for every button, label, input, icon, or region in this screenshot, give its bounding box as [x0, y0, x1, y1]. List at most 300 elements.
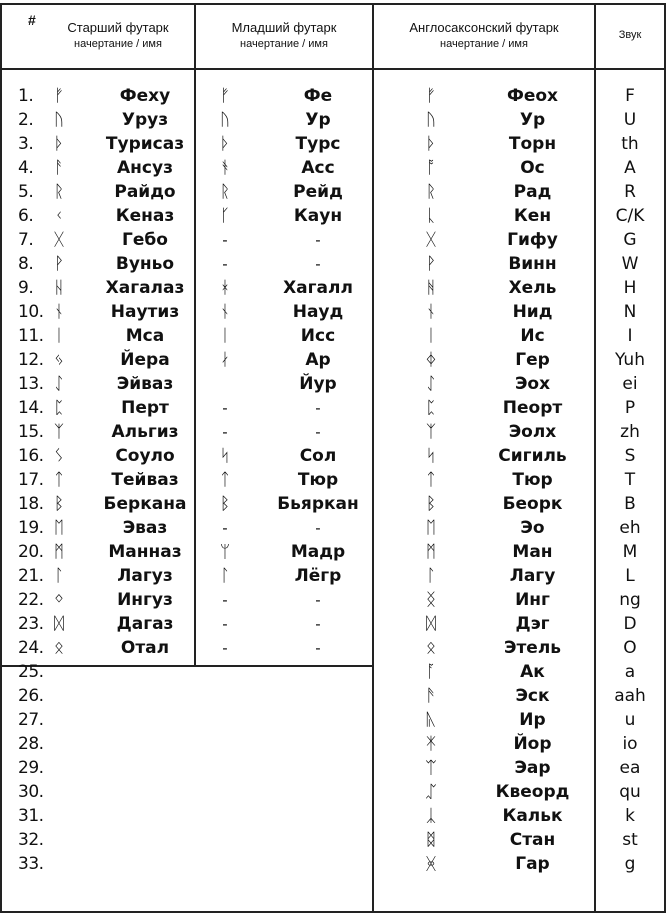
- elder-rune-name: [90, 708, 200, 732]
- anglo-saxon-rune-name: Эск: [515, 686, 550, 706]
- sound-value: zh: [620, 422, 640, 442]
- elder-rune-glyph: ᚨ: [53, 158, 65, 178]
- elder-rune-name: Соуло: [115, 446, 175, 466]
- row-number: 16.: [18, 446, 44, 466]
- row-number: 15.: [18, 422, 44, 442]
- elder-rune-name: Йера: [120, 350, 170, 370]
- anglo-saxon-rune-name: Инг: [515, 590, 550, 610]
- anglo-saxon-rune-name: Эар: [514, 758, 551, 778]
- elder-rune-name: [90, 828, 200, 852]
- elder-rune-glyph: ᛏ: [53, 470, 65, 490]
- younger-rune-glyph: ᚠ: [219, 86, 231, 106]
- younger-rune-name: -: [315, 639, 321, 657]
- anglo-saxon-rune-glyph: ᛈ: [425, 398, 437, 418]
- elder-rune-glyph: [44, 780, 74, 804]
- younger-rune-name: Науд: [292, 302, 344, 322]
- sound-value: g: [624, 854, 636, 874]
- younger-rune-name: Асс: [301, 158, 335, 178]
- anglo-saxon-rune-name: Хель: [508, 278, 557, 298]
- anglo-saxon-rune-name: Эо: [520, 518, 545, 538]
- anglo-saxon-rune-name: Дэг: [515, 614, 550, 634]
- sound-value: P: [624, 398, 636, 418]
- younger-rune-name: Ур: [305, 110, 331, 130]
- sound-value: I: [627, 326, 633, 346]
- younger-rune-glyph: ᛚ: [219, 566, 231, 586]
- row-number: 23.: [18, 614, 44, 634]
- younger-rune-glyph: ᚦ: [219, 134, 231, 154]
- table-row: [0, 564, 667, 588]
- elder-rune-glyph: ᛗ: [53, 542, 65, 562]
- anglo-saxon-rune-glyph: ᚻ: [425, 278, 437, 298]
- younger-rune-name: Ар: [305, 350, 331, 370]
- younger-rune-name: [258, 828, 378, 852]
- row-number: 30.: [18, 782, 44, 802]
- anglo-saxon-rune-glyph: ᚹ: [425, 254, 437, 274]
- row-number: 6.: [18, 206, 34, 226]
- table-row: [0, 708, 667, 732]
- row-number: 9.: [18, 278, 34, 298]
- table-row: [0, 828, 667, 852]
- elder-rune-name: Дагаз: [116, 614, 174, 634]
- anglo-saxon-rune-glyph: ᛇ: [425, 374, 437, 394]
- anglo-saxon-rune-name: Ак: [520, 662, 545, 682]
- row-number: 4.: [18, 158, 34, 178]
- anglo-saxon-rune-glyph: ᚣ: [425, 710, 437, 730]
- anglo-saxon-rune-glyph: ᚦ: [425, 134, 437, 154]
- row-number: 26.: [18, 686, 44, 706]
- anglo-saxon-rune-glyph: ᚳ: [425, 206, 437, 226]
- top-border: [0, 3, 665, 5]
- elder-rune-glyph: ᛞ: [53, 614, 65, 634]
- anglo-saxon-rune-glyph: ᛗ: [425, 542, 437, 562]
- sound-value: D: [623, 614, 637, 634]
- elder-rune-name: Райдо: [114, 182, 176, 202]
- anglo-saxon-rune-name: Гар: [515, 854, 550, 874]
- anglo-saxon-rune-name: Квеорд: [495, 782, 570, 802]
- bottom-border: [0, 911, 665, 913]
- sound-value: U: [623, 110, 637, 130]
- younger-futhark-header: [196, 19, 372, 53]
- table-row: [0, 132, 667, 156]
- anglo-saxon-rune-name: Беорк: [502, 494, 563, 514]
- table-row: [0, 108, 667, 132]
- anglo-saxon-rune-glyph: ᛣ: [425, 806, 437, 826]
- younger-rune-glyph: ᛘ: [219, 542, 231, 562]
- sound-header: [596, 27, 664, 44]
- anglo-saxon-rune-glyph: ᚱ: [425, 182, 437, 202]
- elder-rune-name: Манназ: [108, 542, 182, 562]
- sound-value: a: [624, 662, 636, 682]
- anglo-saxon-rune-glyph: ᛞ: [425, 614, 437, 634]
- row-number: 25.: [18, 662, 44, 682]
- elder-rune-glyph: [44, 756, 74, 780]
- younger-futhark-title: Младший футарк: [231, 20, 337, 35]
- younger-rune-name: Лёгр: [294, 566, 342, 586]
- anglo-saxon-rune-glyph: ᛢ: [425, 782, 437, 802]
- elder-rune-name: [90, 684, 200, 708]
- elder-rune-glyph: ᚷ: [53, 230, 65, 250]
- header-divider: [0, 68, 665, 70]
- elder-rune-glyph: [44, 828, 74, 852]
- elder-rune-glyph: ᚺ: [53, 278, 65, 298]
- elder-rune-glyph: ᛚ: [53, 566, 65, 586]
- younger-rune-glyph: ᛅ: [219, 350, 231, 370]
- table-row: [0, 612, 667, 636]
- younger-rune-name: [258, 732, 378, 756]
- younger-rune-glyph: [210, 828, 240, 852]
- sound-value: M: [622, 542, 638, 562]
- younger-rune-glyph: [210, 804, 240, 828]
- elder-rune-glyph: ᛉ: [53, 422, 65, 442]
- elder-rune-name: Альгиз: [111, 422, 179, 442]
- younger-rune-name: [258, 804, 378, 828]
- table-row: [0, 444, 667, 468]
- younger-rune-name: [258, 708, 378, 732]
- younger-rune-name: Хагалл: [283, 278, 353, 298]
- sound-value: R: [624, 182, 636, 202]
- table-row: [0, 588, 667, 612]
- elder-futhark-header: [40, 19, 196, 53]
- elder-rune-name: Эйваз: [116, 374, 174, 394]
- elder-rune-glyph: [44, 708, 74, 732]
- sound-value: u: [624, 710, 636, 730]
- table-row: [0, 852, 667, 876]
- table-row: [0, 780, 667, 804]
- younger-rune-name: -: [315, 231, 321, 249]
- anglo-saxon-rune-glyph: ᛡ: [425, 734, 437, 754]
- anglo-saxon-rune-glyph: ᚫ: [425, 686, 437, 706]
- row-number: 24.: [18, 638, 44, 658]
- row-number: 3.: [18, 134, 34, 154]
- row-number: 5.: [18, 182, 34, 202]
- younger-rune-glyph: -: [222, 591, 228, 609]
- elder-rune-name: Гебо: [122, 230, 168, 250]
- anglo-saxon-rune-name: Кен: [513, 206, 552, 226]
- anglo-saxon-rune-glyph: ᛒ: [425, 494, 437, 514]
- table-row: [0, 756, 667, 780]
- elder-rune-glyph: [44, 732, 74, 756]
- younger-rune-name: Мадр: [290, 542, 346, 562]
- table-row: [0, 228, 667, 252]
- younger-rune-glyph: ᚴ: [219, 206, 231, 226]
- sound-value: qu: [619, 782, 641, 802]
- anglo-saxon-rune-name: Стан: [509, 830, 556, 850]
- elder-rune-name: Кеназ: [115, 206, 175, 226]
- elder-rune-glyph: ᛖ: [53, 518, 65, 538]
- younger-rune-name: [258, 684, 378, 708]
- elder-rune-name: Лагуз: [117, 566, 173, 586]
- anglo-saxon-rune-name: Феох: [506, 86, 559, 106]
- table-row: [0, 276, 667, 300]
- table-row: [0, 684, 667, 708]
- elder-rune-name: Уруз: [121, 110, 169, 130]
- sound-value: k: [625, 806, 635, 826]
- row-number: 10.: [18, 302, 44, 322]
- younger-rune-glyph: ᛁ: [219, 326, 231, 346]
- younger-rune-name: -: [315, 519, 321, 537]
- younger-rune-glyph: ᛋ: [219, 446, 231, 466]
- table-row: [0, 180, 667, 204]
- elder-rune-glyph: [44, 852, 74, 876]
- anglo-saxon-rune-glyph: ᛝ: [425, 590, 437, 610]
- anglo-saxon-rune-glyph: ᚷ: [425, 230, 437, 250]
- row-number: 2.: [18, 110, 34, 130]
- elder-rune-name: Наутиз: [110, 302, 180, 322]
- anglo-saxon-rune-name: Ман: [512, 542, 553, 562]
- younger-rune-glyph: ᚢ: [219, 110, 231, 130]
- anglo-saxon-rune-name: Этель: [503, 638, 562, 658]
- table-row: [0, 420, 667, 444]
- elder-rune-name: [90, 660, 200, 684]
- sound-value: th: [621, 134, 639, 154]
- younger-rune-glyph: [210, 372, 240, 396]
- anglo-saxon-rune-glyph: ᚠ: [425, 86, 437, 106]
- elder-rune-glyph: ᛊ: [53, 446, 65, 466]
- elder-rune-name: Ансуз: [117, 158, 173, 178]
- sound-value: B: [624, 494, 636, 514]
- sound-value: W: [621, 254, 639, 274]
- elder-rune-glyph: [44, 804, 74, 828]
- anglo-saxon-rune-name: Йор: [513, 734, 552, 754]
- number-column-header: #: [28, 12, 36, 28]
- elder-rune-name: [90, 852, 200, 876]
- elder-rune-glyph: ᚢ: [53, 110, 65, 130]
- table-row: [0, 372, 667, 396]
- younger-rune-glyph: ᚾ: [219, 302, 231, 322]
- elder-rune-glyph: ᛈ: [53, 398, 65, 418]
- anglo-saxon-rune-name: Ис: [520, 326, 545, 346]
- anglo-saxon-rune-glyph: ᚪ: [425, 662, 437, 682]
- elder-rune-glyph: ᛒ: [53, 494, 65, 514]
- elder-rune-name: Вуньо: [115, 254, 175, 274]
- younger-rune-name: Бьяркан: [277, 494, 359, 514]
- anglo-saxon-rune-glyph: ᛟ: [425, 638, 437, 658]
- anglo-saxon-rune-name: Пеорт: [502, 398, 563, 418]
- sound-value: L: [625, 566, 635, 586]
- anglo-saxon-rune-name: Эолх: [508, 422, 557, 442]
- sound-value: H: [623, 278, 637, 298]
- younger-futhark-subtitle: начертание / имя: [240, 38, 328, 50]
- younger-rune-glyph: [210, 660, 240, 684]
- sound-value: eh: [619, 518, 641, 538]
- elder-rune-glyph: [44, 684, 74, 708]
- table-row: [0, 84, 667, 108]
- row-number: 29.: [18, 758, 44, 778]
- anglo-saxon-rune-name: Ур: [519, 110, 546, 130]
- elder-rune-glyph: ᚹ: [53, 254, 65, 274]
- elder-rune-glyph: ᛁ: [53, 326, 65, 346]
- elder-rune-name: Отал: [120, 638, 170, 658]
- younger-rune-glyph: [210, 756, 240, 780]
- row-number: 7.: [18, 230, 34, 250]
- row-number: 33.: [18, 854, 44, 874]
- anglo-saxon-rune-glyph: ᚸ: [425, 854, 437, 874]
- elder-rune-glyph: ᚾ: [53, 302, 65, 322]
- row-number: 8.: [18, 254, 34, 274]
- elder-rune-name: Феху: [119, 86, 171, 106]
- younger-rune-glyph: -: [222, 255, 228, 273]
- younger-rune-glyph: ᚱ: [219, 182, 231, 202]
- elder-rune-name: [90, 756, 200, 780]
- elder-rune-name: Тейваз: [111, 470, 179, 490]
- table-row: [0, 324, 667, 348]
- elder-rune-glyph: ᚠ: [53, 86, 65, 106]
- anglo-saxon-rune-name: Ир: [519, 710, 546, 730]
- sound-value: S: [624, 446, 636, 466]
- elder-rune-name: [90, 804, 200, 828]
- row-number: 22.: [18, 590, 44, 610]
- younger-rune-name: -: [315, 399, 321, 417]
- sound-value: G: [623, 230, 637, 250]
- table-row: [0, 636, 667, 660]
- anglo-saxon-rune-name: Винн: [508, 254, 557, 274]
- sound-value: aah: [614, 686, 646, 706]
- elder-rune-name: Беркана: [103, 494, 187, 514]
- table-row: [0, 204, 667, 228]
- sound-value: ng: [619, 590, 641, 610]
- younger-rune-name: Каун: [293, 206, 343, 226]
- anglo-saxon-rune-glyph: ᛚ: [425, 566, 437, 586]
- table-row: [0, 660, 667, 684]
- anglo-saxon-rune-name: Рад: [513, 182, 552, 202]
- sound-value: O: [623, 638, 637, 658]
- sound-value: T: [624, 470, 636, 490]
- younger-rune-glyph: -: [222, 399, 228, 417]
- row-number: 27.: [18, 710, 44, 730]
- row-number: 32.: [18, 830, 44, 850]
- row-number: 21.: [18, 566, 44, 586]
- row-number: 31.: [18, 806, 44, 826]
- elder-rune-glyph: ᚲ: [53, 206, 65, 226]
- row-number: 13.: [18, 374, 44, 394]
- elder-rune-name: Ингуз: [117, 590, 173, 610]
- younger-rune-name: [258, 780, 378, 804]
- row-number: 1.: [18, 86, 34, 106]
- anglo-saxon-rune-name: Ос: [520, 158, 545, 178]
- table-row: [0, 252, 667, 276]
- row-number: 18.: [18, 494, 44, 514]
- younger-rune-name: Фе: [303, 86, 333, 106]
- table-row: [0, 300, 667, 324]
- elder-rune-glyph: [44, 660, 74, 684]
- table-row: [0, 804, 667, 828]
- sound-value: io: [622, 734, 638, 754]
- younger-rune-glyph: -: [222, 615, 228, 633]
- elder-rune-glyph: ᛜ: [53, 590, 65, 610]
- row-number: 19.: [18, 518, 44, 538]
- anglo-saxon-rune-name: Кальк: [502, 806, 563, 826]
- elder-futhark-title: Старший футарк: [67, 20, 169, 35]
- anglo-saxon-futhark-header: [374, 19, 594, 53]
- younger-rune-glyph: [210, 852, 240, 876]
- anglo-saxon-rune-glyph: ᛄ: [425, 350, 437, 370]
- anglo-saxon-futhark-title: Англосаксонский футарк: [409, 20, 559, 35]
- anglo-saxon-rune-name: Эох: [514, 374, 551, 394]
- younger-rune-name: Тюр: [297, 470, 339, 490]
- table-row: [0, 492, 667, 516]
- younger-rune-glyph: -: [222, 519, 228, 537]
- younger-rune-glyph: -: [222, 639, 228, 657]
- table-row: [0, 540, 667, 564]
- sound-value: ei: [622, 374, 638, 394]
- sound-value: st: [622, 830, 638, 850]
- row-number: 28.: [18, 734, 44, 754]
- younger-rune-name: Сол: [299, 446, 337, 466]
- row-number: 17.: [18, 470, 44, 490]
- younger-rune-name: -: [315, 615, 321, 633]
- anglo-saxon-rune-name: Тюр: [512, 470, 553, 490]
- sound-value: C/K: [615, 206, 645, 226]
- younger-rune-glyph: [210, 780, 240, 804]
- anglo-saxon-rune-glyph: ᛁ: [425, 326, 437, 346]
- anglo-saxon-rune-glyph: ᛖ: [425, 518, 437, 538]
- younger-rune-glyph: ᛒ: [219, 494, 231, 514]
- elder-rune-name: [90, 732, 200, 756]
- table-row: [0, 396, 667, 420]
- younger-rune-name: Рейд: [293, 182, 343, 202]
- sound-value: ea: [619, 758, 641, 778]
- younger-rune-name: [258, 852, 378, 876]
- anglo-saxon-rune-name: Гер: [515, 350, 550, 370]
- anglo-saxon-rune-name: Торн: [508, 134, 557, 154]
- elder-rune-glyph: ᚱ: [53, 182, 65, 202]
- table-row: [0, 732, 667, 756]
- elder-rune-glyph: ᛟ: [53, 638, 65, 658]
- anglo-saxon-rune-name: Гифу: [507, 230, 558, 250]
- younger-rune-glyph: ᚼ: [219, 278, 231, 298]
- anglo-saxon-rune-glyph: ᛏ: [425, 470, 437, 490]
- anglo-saxon-rune-glyph: ᛉ: [425, 422, 437, 442]
- elder-rune-name: Эваз: [122, 518, 168, 538]
- anglo-saxon-rune-name: Сигиль: [498, 446, 567, 466]
- elder-rune-glyph: ᛃ: [53, 350, 65, 370]
- sound-value: F: [625, 86, 635, 106]
- anglo-saxon-futhark-subtitle: начертание / имя: [440, 38, 528, 50]
- elder-rune-glyph: ᚦ: [53, 134, 65, 154]
- anglo-saxon-rune-glyph: ᛋ: [425, 446, 437, 466]
- younger-rune-name: Йур: [299, 374, 337, 394]
- sound-title: Звук: [618, 29, 642, 41]
- sound-value: Yuh: [615, 350, 645, 370]
- row-number: 20.: [18, 542, 44, 562]
- younger-rune-name: -: [315, 591, 321, 609]
- younger-rune-name: [258, 660, 378, 684]
- younger-rune-glyph: -: [222, 423, 228, 441]
- table-row: [0, 156, 667, 180]
- elder-rune-name: [90, 780, 200, 804]
- younger-rune-name: [258, 756, 378, 780]
- row-number: 11.: [18, 326, 44, 346]
- younger-rune-name: -: [315, 423, 321, 441]
- table-row: [0, 468, 667, 492]
- younger-rune-name: -: [315, 255, 321, 273]
- table-row: [0, 348, 667, 372]
- anglo-saxon-rune-name: Нид: [512, 302, 553, 322]
- sound-value: A: [624, 158, 636, 178]
- table-row: [0, 516, 667, 540]
- younger-rune-glyph: ᚬ: [219, 158, 231, 178]
- younger-rune-glyph: [210, 732, 240, 756]
- anglo-saxon-rune-glyph: ᛥ: [425, 830, 437, 850]
- younger-rune-name: Турс: [295, 134, 341, 154]
- elder-rune-name: Хагалаз: [105, 278, 185, 298]
- younger-rune-glyph: [210, 708, 240, 732]
- younger-rune-glyph: -: [222, 231, 228, 249]
- anglo-saxon-rune-glyph: ᛠ: [425, 758, 437, 778]
- anglo-saxon-rune-glyph: ᚢ: [425, 110, 437, 130]
- younger-rune-glyph: ᛏ: [219, 470, 231, 490]
- elder-rune-name: Турисаз: [105, 134, 185, 154]
